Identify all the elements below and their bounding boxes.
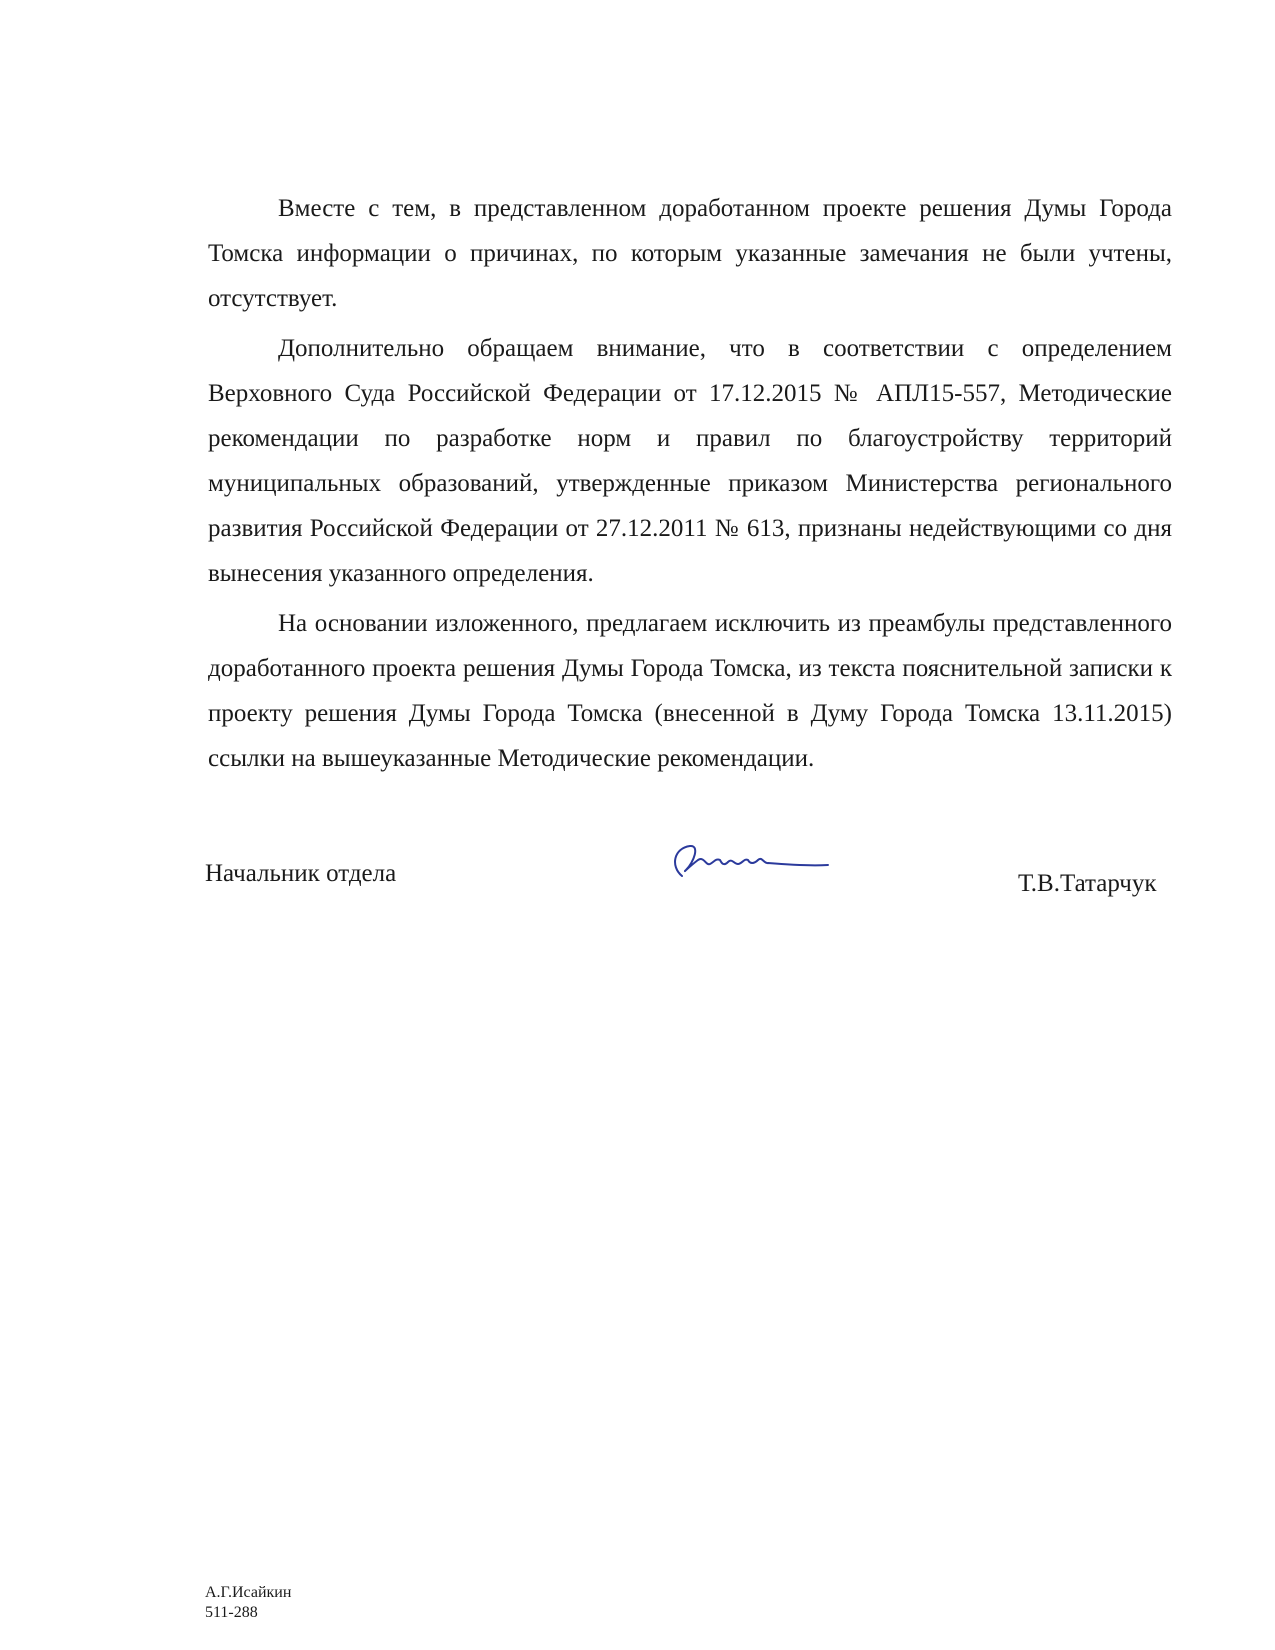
letter-body (208, 186, 1172, 786)
paragraph-proposal: На основании изложенного, предлагаем исключить из преамбулы представленного доработанного проекта решения Думы Города Томска, из текста пояснительной записки к проекту решения Думы Города Томска (внесенной в Думу Города Томска 13.11.2015) ссылки на вышеуказанные Методические рекомендации. (208, 610, 1172, 772)
signer-name: Т.В.Татарчук (1018, 870, 1157, 897)
executor-phone: 511-288 (205, 1604, 258, 1621)
executor-info (205, 1583, 291, 1623)
paragraph-supreme-court-ruling: Дополнительно обращаем внимание, что в соответствии с определением Верховного Суда Российской Федерации от 17.12.2015 № АПЛ15-557, Методические рекомендации по разработке норм и правил по благоустройству территорий муниципальных образований, утвержденные приказом Министерства регионального развития Российской Федерации от 27.12.2011 № 613, признаны недействующими со дня вынесения указанного определения. (208, 335, 1172, 587)
executor-name: А.Г.Исайкин (205, 1584, 292, 1601)
signer-position: Начальник отдела (205, 860, 397, 887)
handwritten-signature (660, 836, 830, 896)
paragraph-remarks-not-considered: Вместе с тем, в представленном доработанном проекте решения Думы Города Томска информации о причинах, по которым указанные замечания не были учтены, отсутствует. (208, 195, 1172, 312)
